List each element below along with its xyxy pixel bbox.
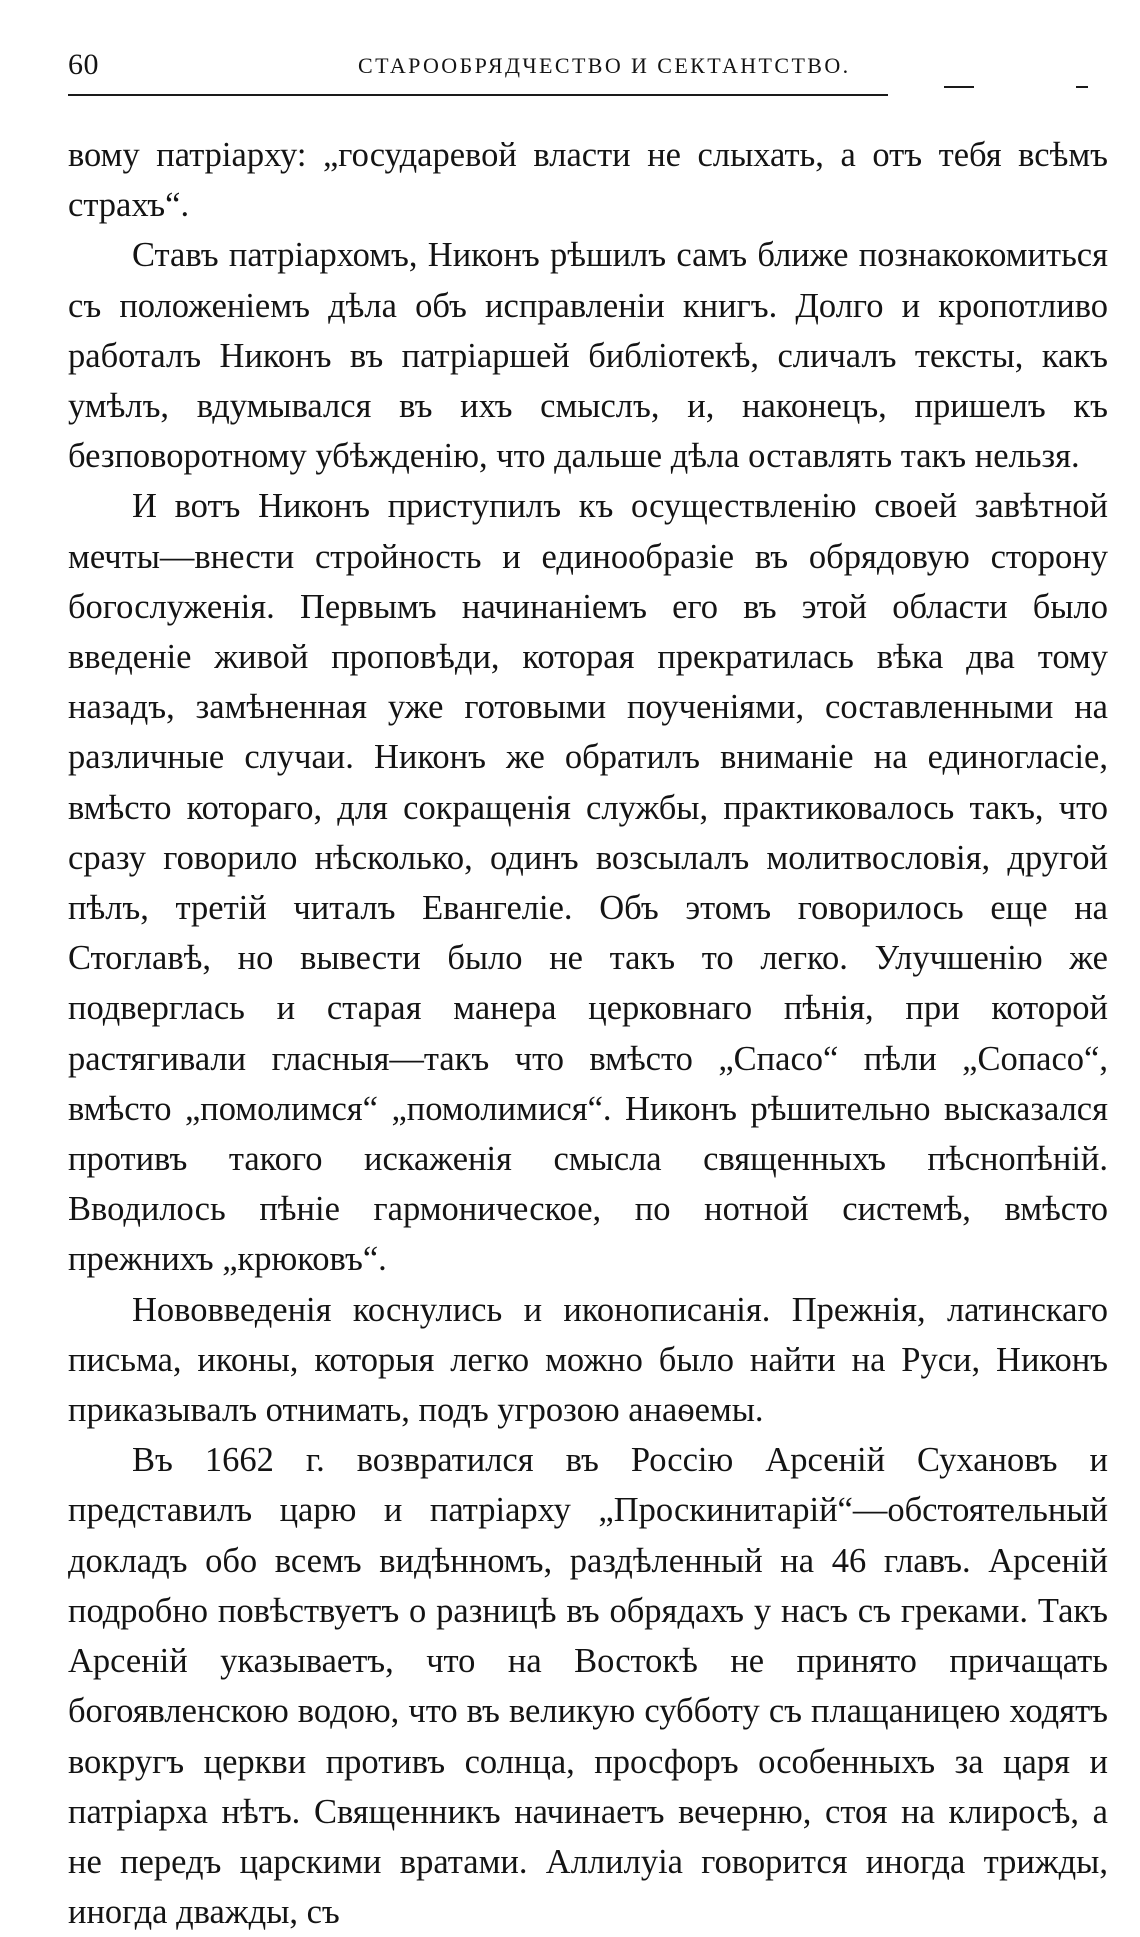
paragraph: Нововведенія коснулись и иконописанія. Прежнія, латинскаго письма, иконы, которыя легко можно было найти на Руси, Никонъ приказывалъ отнимать, подъ угрозою анаѳемы. [68, 1290, 1108, 1430]
header-rule-fragment [944, 86, 974, 88]
page-header [68, 40, 888, 96]
header-rule-fragment [1076, 86, 1088, 88]
page-body-text [68, 130, 1108, 1937]
paragraph-continued: вому патріарху: „государевой власти не слыхать, а отъ тебя всѣмъ страхъ“. [68, 136, 1108, 225]
paragraph: Въ 1662 г. возвратился въ Россію Арсеній Сухановъ и представилъ царю и патріарху „Проскинитарій“—обстоятельный докладъ обо всемъ видѣнномъ, раздѣленный на 46 главъ. Арсеній подробно повѣствуетъ о разницѣ въ обрядахъ у насъ съ греками. Такъ Арсеній указываетъ, что на Востокѣ не принято причащать богоявленскою водою, что въ великую субботу съ плащаницею ходятъ вокругъ церкви противъ солнца, просфоръ особенныхъ за царя и патріарха нѣтъ. Священникъ начинаетъ вечерню, стоя на клиросѣ, а не передъ царскими вратами. Аллилуіа говорится иногда трижды, иногда дважды, съ [68, 1441, 1108, 1932]
paragraph: Ставъ патріархомъ, Никонъ рѣшилъ самъ ближе познакокомиться съ положеніемъ дѣла объ исправленіи книгъ. Долго и кропотливо работалъ Никонъ въ патріаршей библіотекѣ, сличалъ тексты, какъ умѣлъ, вдумывался въ ихъ смыслъ, и, наконецъ, пришелъ къ безповоротному убѣжденію, что дальше дѣла оставлять такъ нельзя. [68, 236, 1108, 476]
running-title: СТАРООБРЯДЧЕСТВО И СЕКТАНТСТВО. [358, 53, 851, 78]
paragraph: И вотъ Никонъ приступилъ къ осуществленію своей завѣтной мечты—внести стройность и единообразіе въ обрядовую сторону богослуженія. Первымъ начинаніемъ его въ этой области было введеніе живой проповѣди, которая прекратилась вѣка два тому назадъ, замѣненная уже готовыми поученіями, составленными на различные случаи. Никонъ же обратилъ вниманіе на единогласіе, вмѣсто котораго, для сокращенія службы, практиковалось такъ, что сразу говорило нѣсколько, одинъ возсылалъ молитвословія, другой пѣлъ, третій читалъ Евангеліе. Объ этомъ говорилось еще на Стоглавѣ, но вывести было не такъ то легко. Улучшенію же подверглась и старая манера церковнаго пѣнія, при которой растягивали гласныя—такъ что вмѣсто „Спасо“ пѣли „Сопасо“, вмѣсто „помолимся“ „помолимися“. Никонъ рѣшительно высказался противъ такого искаженія смысла священныхъ пѣснопѣній. Вводилось пѣніе гармоническое, по нотной системѣ, вмѣсто прежнихъ „крюковъ“. [68, 487, 1108, 1279]
page-number: 60 [68, 48, 99, 81]
book-page [68, 40, 1108, 1937]
